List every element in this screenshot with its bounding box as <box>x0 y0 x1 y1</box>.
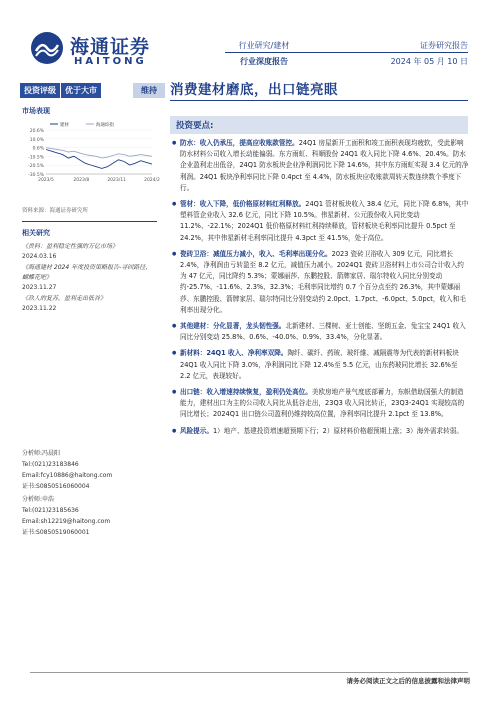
related-item-date: 2023.11.27 <box>22 284 57 291</box>
chart-y-tick: -20.5% <box>28 164 44 170</box>
analyst-cert: 证书:S0850519060001 <box>22 529 90 536</box>
key-points-title: 投资要点: <box>176 121 214 131</box>
header-right <box>391 38 468 70</box>
chart-y-tick: 0.6% <box>32 146 44 152</box>
key-point-lead: 管材：收入下降，低价格原材料红利释放。 <box>180 200 306 209</box>
analyst-info <box>22 448 157 538</box>
logo-text-en: HAITONG <box>74 56 147 67</box>
chart-y-tick: 10.0% <box>29 137 44 143</box>
key-point-text: 24Q1 房屋新开工面积和竣工面积表现均疲软，受此影响防水材料公司收入增长动能偏弱。东方雨虹、科顺股份 24Q1 收入同比下降 4.6%、20.4%。防水企业盈利走出低谷，24Q1 防水板块企业净利润同比下降 14.6%，其中东方雨虹实现 3.4 亿元的净利润。24Q1 板块净利率同比下降 0.4pct 至 4.4%，防水板块应收账款周转天数连续数个季度下行。 <box>180 139 469 192</box>
analyst-tel: Tel:(021)23183846 <box>22 461 79 468</box>
report-title: 消费建材磨底，出口链亮眼 <box>170 82 338 98</box>
related-item[interactable] <box>22 263 157 293</box>
related-research <box>22 228 157 314</box>
report-date: 2024 年 05 月 10 日 <box>390 57 468 66</box>
related-item-title: 《贵料：盈利稳定性强的万亿市场》 <box>22 243 119 250</box>
chart-y-tick: -30.5% <box>28 173 44 178</box>
key-point <box>172 387 470 421</box>
key-point-lead: 防水：收入仍承压，提高应收账款管控。 <box>180 139 299 147</box>
rating-bar <box>20 83 165 98</box>
key-point-text: 陶纤、碳纤、药玻、玻纤維、减隔震等为代表的新材料板块 24Q1 收入同比下降 3.0%，净利润同比下降 12.4%至 5.5 亿元，山东药玻同比增长 32.6%至 2.2 亿元，表现较好。 <box>180 349 459 380</box>
doc-type: 证券研究报告 <box>420 41 468 50</box>
header-center <box>220 38 308 70</box>
footer-divider <box>30 672 468 673</box>
chart-y-tick: -10.5% <box>28 155 44 161</box>
logo-text-cn: 海通证券 <box>70 36 151 58</box>
related-item-title: 《海通建材 2024 年度投资策略报告-寻回路径，蝴蝶花吧》 <box>22 264 152 281</box>
key-point <box>172 348 470 382</box>
market-chart <box>22 120 160 184</box>
logo-mark-icon <box>30 31 64 65</box>
chart-series-line <box>46 150 152 169</box>
key-point <box>172 249 470 316</box>
chart-x-tick: 2023/8 <box>73 178 90 183</box>
footer-disclaimer: 请务必阅读正文之后的信息披露和法律声明 <box>346 677 470 685</box>
key-point-lead: 风险提示。 <box>180 426 213 435</box>
chart-legend-label: 建材 <box>60 123 69 128</box>
rating-bucket: 优于大市 <box>60 83 101 98</box>
key-point <box>172 199 470 244</box>
key-point <box>172 426 470 437</box>
key-point-text: 1）地产、基建投资增速超预期下行；2）原材料价格超预期上涨；3）海外需求转弱。 <box>212 426 463 435</box>
rating-label: 投资评级 <box>20 83 60 98</box>
rating-action: 维持 <box>133 83 165 98</box>
key-point-lead: 瓷砖卫浴：减值压力减小，收入、毛利率出现分化。 <box>180 249 332 258</box>
analyst-tel: Tel:(021)23185636 <box>22 507 79 514</box>
key-point-text: 2023 瓷砖卫浴收入 309 亿元，同比增长 2.4%，净利润由亏转盈至 8.2 亿元，减值压力减小。2024Q1 瓷砖卫浴材料上市公司合计收入约为 47 亿元，同比降约 5.3%；蒙娜丽莎、东鹏控股、箭牌家居、瑞尔特收入同比分别变动约-25.7%、-11.6%、2.3%、32.3%；毛利率同比增约 0.7 个百分点至约 26.3%，其中蒙娜丽莎、东鹏控股、箭牌家居、瑞尔特同比分别变动约 2.0pct、1.7pct、-6.0pct、5.0pct，收入和毛利率出现分化。 <box>180 249 466 314</box>
key-point-text: 24Q1 管材板块收入 38.4 亿元，同比下降 6.8%，其中塑料管企业收入 32.6 亿元，同比下降 10.5%。伟星新材、公元股份收入同比变动 11.2%、-22.1%；2024Q1 低价格原材料红利持续释放，管材板块毛利率同比提升 0.5pct 至 24.2%，其中伟星新材毛利率同比提升 4.3pct 至 41.5%，处于高位。 <box>180 200 469 242</box>
key-point <box>172 321 470 343</box>
report-type: 行业深度报告 <box>240 57 288 66</box>
chart-x-tick: 2023/11 <box>107 178 127 183</box>
chart-x-tick: 2023/5 <box>38 178 54 183</box>
key-point-text: 北新建材、三棵树、亚士创能、坚朗五金、兔宝宝 24Q1 收入同比分别变动 25.8%、0.6%、-40.0%、0.9%、33.4%，分化显著。 <box>180 322 466 342</box>
left-sidebar <box>22 106 160 315</box>
related-title: 相关研究 <box>22 229 50 237</box>
title-divider <box>170 100 468 101</box>
key-point <box>172 138 470 194</box>
analyst-email[interactable]: Email:sh12219@haitong.com <box>22 518 111 525</box>
key-points-list <box>172 138 470 442</box>
market-performance-title: 市场表现 <box>22 107 50 115</box>
report-category: 行业研究/建材 <box>238 41 290 50</box>
related-item[interactable] <box>22 242 157 262</box>
related-item-date: 2024.03.16 <box>22 253 57 260</box>
analyst-email[interactable]: Email:fcy10886@haitong.com <box>22 472 113 479</box>
company-logo <box>30 29 160 69</box>
key-points-header <box>170 116 468 134</box>
key-point-lead: 出口链：收入增速持续恢复，盈利仍处高位。 <box>180 388 312 397</box>
related-item-date: 2023.11.22 <box>22 305 57 312</box>
key-point-text: 美欧房地产景气度底部蓄力，东帜借助国强大的制造能力，建材出口为主的公司收入同比从低谷走出，23Q3 收入同比转正，23Q3-24Q1 实现较高的同比增长；2024Q1 出口链公司盈利仍维持较高位置，净利率同比提升 2.1pct 至 13.8%。 <box>180 388 465 419</box>
market-chart-svg <box>22 120 160 184</box>
related-item-title: 《玖人的复苏，盈利走出低谷》 <box>22 295 107 302</box>
analyst-cert: 证书:S0850516060004 <box>22 483 90 490</box>
key-point-lead: 其他建材：分化显著，龙头韧性强。 <box>180 322 286 331</box>
chart-y-tick: 20.6% <box>29 129 44 134</box>
analyst-name: 分析师:冯晨阳 <box>22 450 61 457</box>
analyst-name: 分析师:申浩 <box>22 496 55 503</box>
chart-x-tick: 2024/2 <box>144 178 160 183</box>
chart-source: 资料来源：海通证券研究所 <box>22 208 89 214</box>
chart-legend-label: 海通综指 <box>96 123 114 128</box>
related-item[interactable] <box>22 294 157 314</box>
header-divider <box>225 52 468 53</box>
key-point-lead: 新材料：24Q1 收入、净利率双降。 <box>180 349 288 358</box>
left-divider <box>22 221 157 222</box>
